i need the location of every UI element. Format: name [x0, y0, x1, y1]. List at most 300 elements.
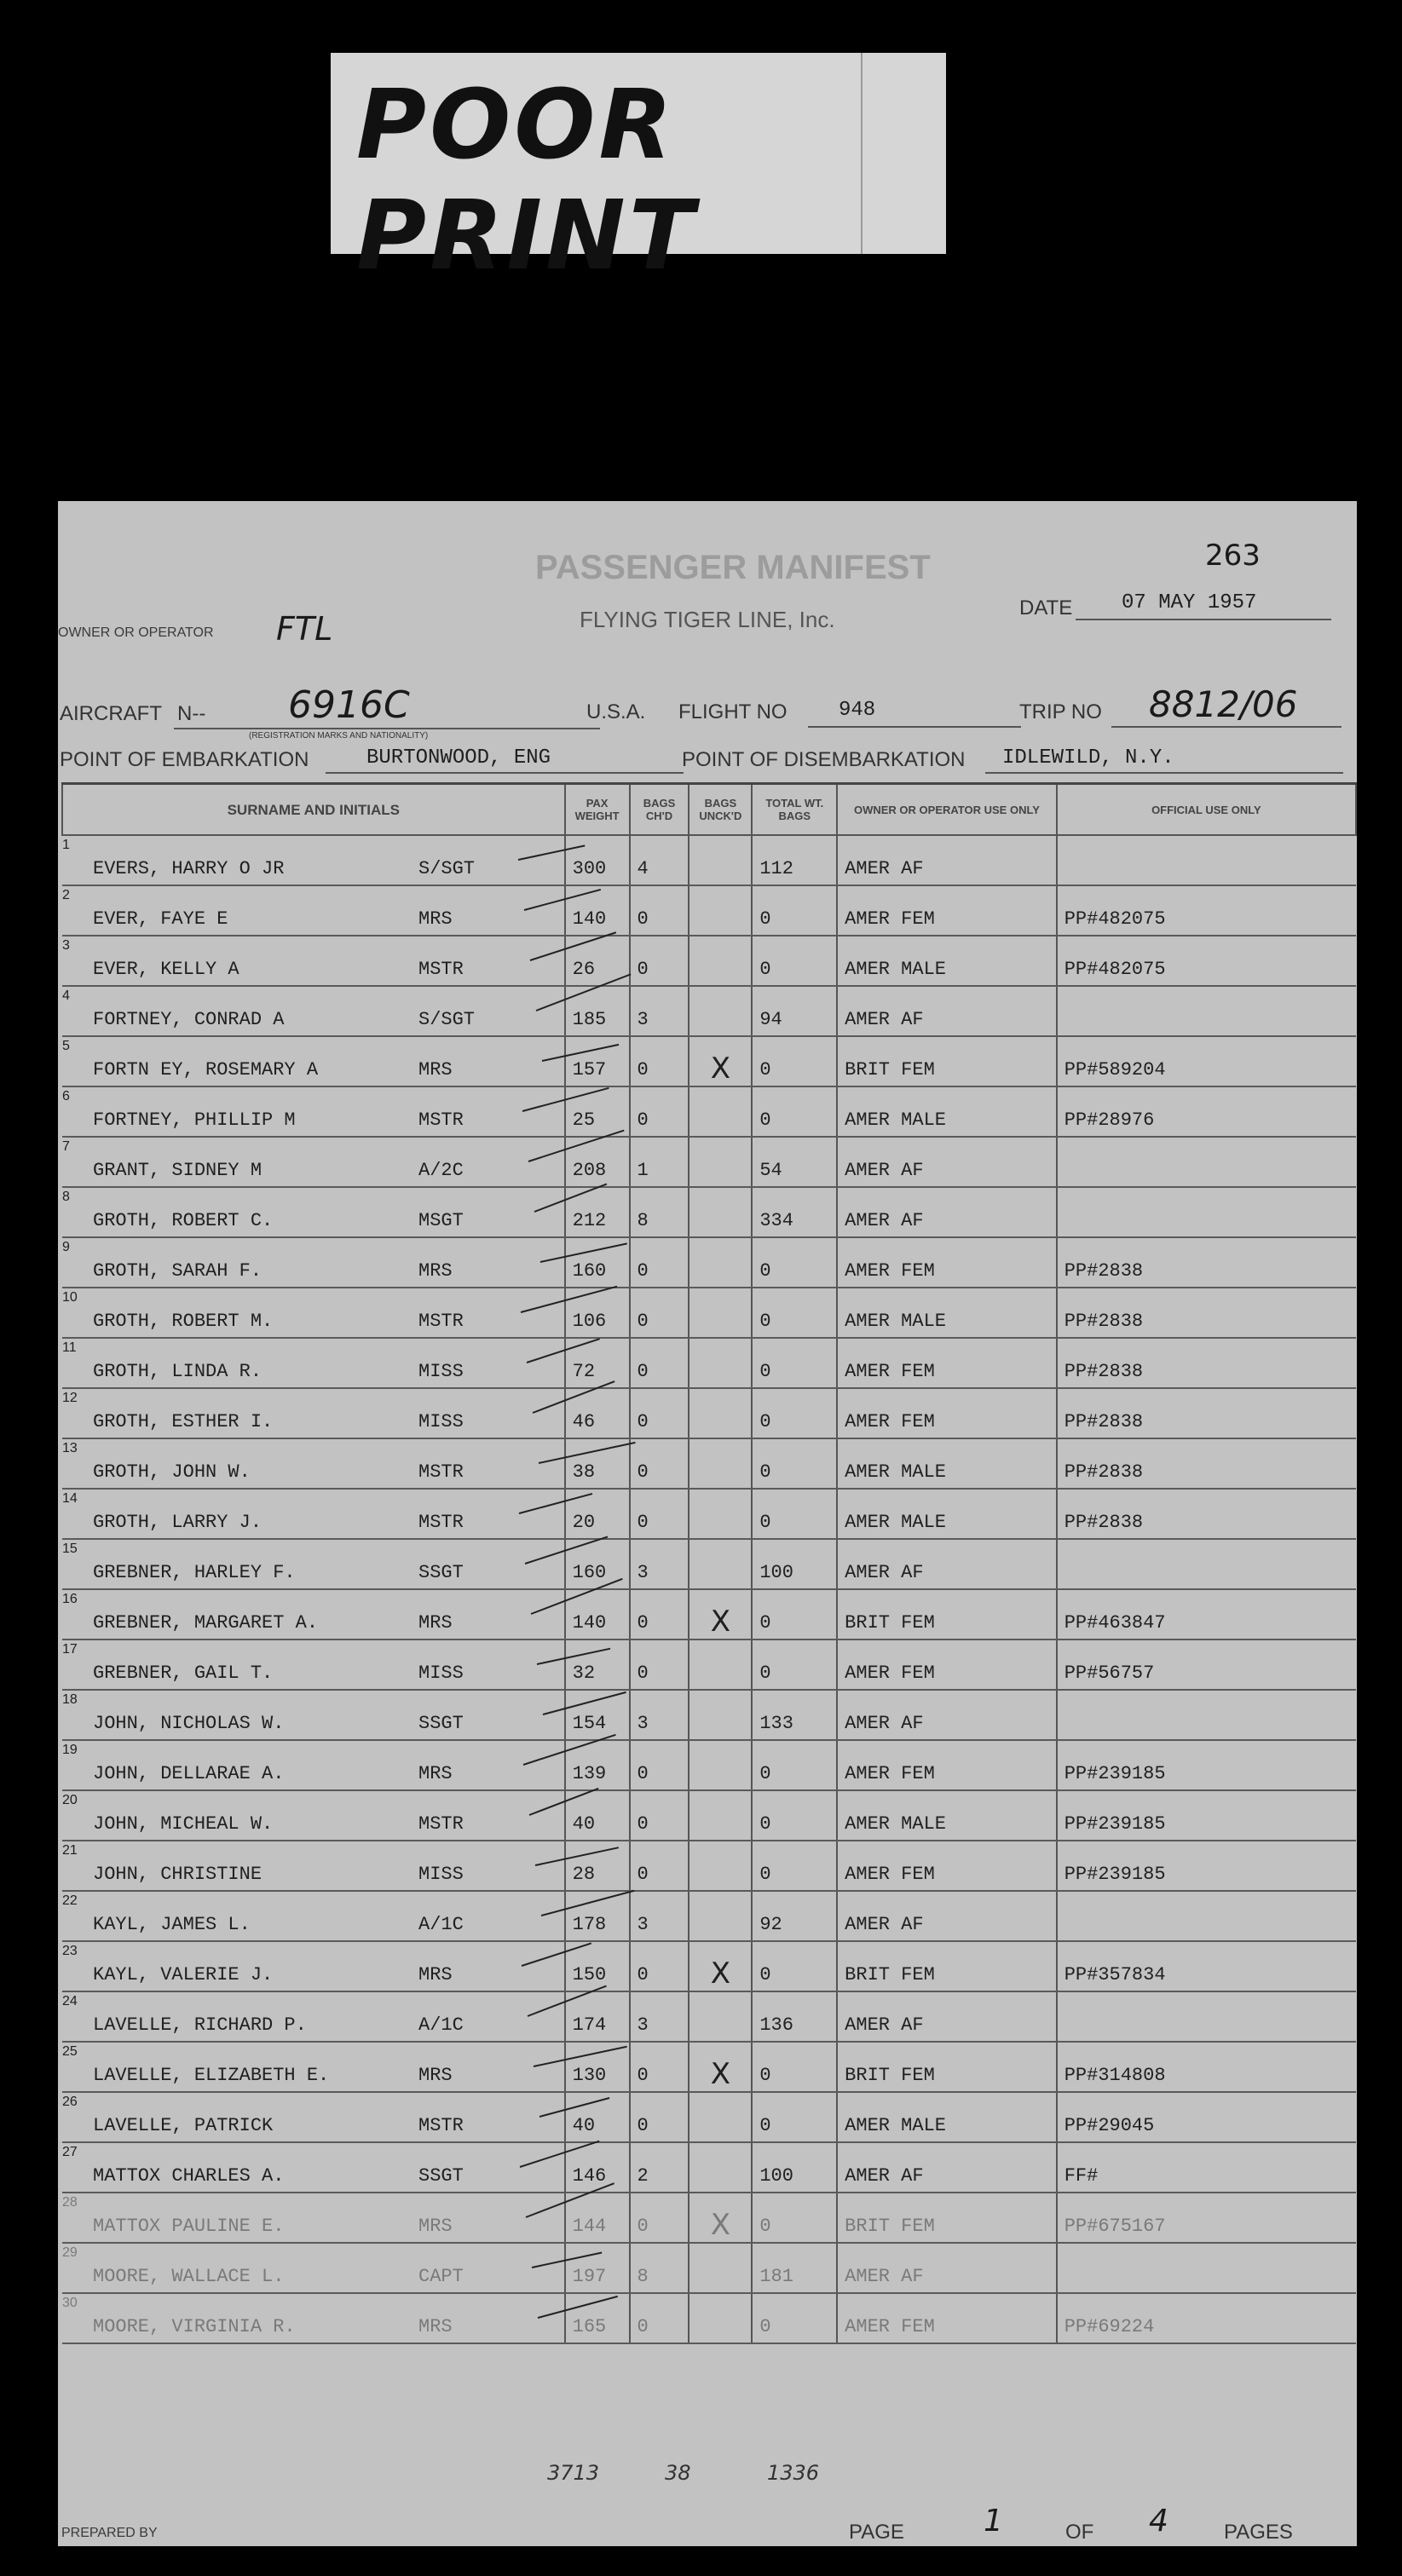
bags-unchecked-mark-cell: [689, 1790, 752, 1841]
owner-use: AMER FEM: [845, 1361, 935, 1382]
bags-checked-cell: [630, 835, 689, 885]
bags-checked-cell: [630, 1036, 689, 1086]
total-bag-weight: 0: [759, 1311, 771, 1332]
manifest-row: [62, 2293, 1356, 2343]
bags-unchecked-mark-cell: [689, 2092, 752, 2142]
total-bag-weight: 0: [759, 2216, 771, 2237]
official-use-cell: [1057, 885, 1356, 936]
passenger-cell: [62, 1137, 565, 1187]
owner-use: AMER AF: [845, 2165, 924, 2187]
manifest-row: [62, 986, 1356, 1036]
bags-checked: 1: [637, 1160, 649, 1181]
passenger-cell: [62, 1036, 565, 1086]
carrier-name: FLYING TIGER LINE, Inc.: [580, 607, 835, 632]
owner-use-cell: [837, 2042, 1057, 2092]
total-bag-weight: 0: [759, 1813, 771, 1835]
pax-weight: 40: [572, 1813, 596, 1835]
passenger-cell: [62, 885, 565, 936]
total-bag-weight-cell: [752, 1589, 837, 1640]
total-bag-weight: 0: [759, 1059, 771, 1081]
bags-checked-cell: [630, 1237, 689, 1288]
official-use-cell: [1057, 1237, 1356, 1288]
bags-unchecked-mark-cell: [689, 835, 752, 885]
passenger-cell: [62, 2142, 565, 2193]
official-use: PP#239185: [1064, 1763, 1166, 1784]
official-use-cell: [1057, 1891, 1356, 1941]
passenger-name: GREBNER, HARLEY F.: [93, 1562, 296, 1583]
official-use: PP#675167: [1064, 2216, 1166, 2237]
bags-unchecked-mark-cell: [689, 1137, 752, 1187]
total-bag-weight: 94: [759, 1009, 782, 1030]
pax-weight-cell: [565, 1841, 630, 1891]
row-number: 12: [62, 1391, 78, 1405]
flight-no-label: FLIGHT NO: [678, 700, 788, 723]
pax-weight-cell: [565, 1489, 630, 1539]
total-bag-weight-cell: [752, 2092, 837, 2142]
row-number: 29: [62, 2245, 78, 2260]
total-bag-weight: 0: [759, 959, 771, 980]
owner-use-cell: [837, 1841, 1057, 1891]
manifest-row: [62, 1690, 1356, 1740]
pax-weight: 197: [572, 2266, 607, 2287]
passenger-cell: [62, 1690, 565, 1740]
total-bag-weight: 0: [759, 908, 771, 930]
bags-checked: 0: [637, 1663, 649, 1684]
official-use: PP#28976: [1064, 1109, 1155, 1131]
total-bag-weight: 0: [759, 1109, 771, 1131]
bags-unchecked-mark-cell: [689, 1891, 752, 1941]
pax-weight-cell: [565, 1036, 630, 1086]
bags-checked-cell: [630, 885, 689, 936]
owner-use-cell: [837, 1891, 1057, 1941]
owner-use: AMER MALE: [845, 1461, 946, 1483]
pax-weight-cell: [565, 2193, 630, 2243]
bags-checked: 0: [637, 1813, 649, 1835]
passenger-cell: [62, 986, 565, 1036]
owner-use-cell: [837, 936, 1057, 986]
passenger-cell: [62, 1640, 565, 1690]
pax-weight: 139: [572, 1763, 607, 1784]
passenger-cell: [62, 1288, 565, 1338]
passenger-cell: [62, 1740, 565, 1790]
owner-use-cell: [837, 1137, 1057, 1187]
bags-checked: 0: [637, 2316, 649, 2337]
col-unck-header: BAGS UNCK'D: [689, 784, 752, 836]
owner-use: AMER MALE: [845, 1109, 946, 1131]
row-number: 20: [62, 1793, 78, 1807]
poor-print-label: [331, 53, 946, 291]
row-number: 17: [62, 1642, 78, 1657]
official-use: PP#314808: [1064, 2065, 1166, 2086]
total-bag-weight: 0: [759, 1763, 771, 1784]
passenger-name: LAVELLE, ELIZABETH E.: [93, 2065, 330, 2086]
pax-weight: 146: [572, 2165, 607, 2187]
official-use: [1058, 2036, 1356, 2041]
owner-use-cell: [837, 1036, 1057, 1086]
manifest-row: [62, 1740, 1356, 1790]
owner-use: AMER AF: [845, 2014, 924, 2036]
row-number: 28: [62, 2195, 78, 2210]
pax-weight: 144: [572, 2216, 607, 2237]
official-use: PP#357834: [1064, 1964, 1166, 1985]
passenger-title: MISS: [418, 1864, 464, 1885]
manifest-row: [62, 1941, 1356, 1991]
pax-weight: 165: [572, 2316, 607, 2337]
owner-use: AMER AF: [845, 1914, 924, 1935]
embarkation-label: POINT OF EMBARKATION: [60, 748, 309, 771]
official-use-cell: [1057, 1841, 1356, 1891]
bags-unchecked-mark-cell: [689, 1841, 752, 1891]
passenger-title: MISS: [418, 1361, 464, 1382]
passenger-name: KAYL, JAMES L.: [93, 1914, 251, 1935]
total-bag-weight-cell: [752, 1991, 837, 2042]
pax-weight: 40: [572, 2115, 596, 2136]
bags-checked: 3: [637, 1562, 649, 1583]
bags-unchecked-mark: X: [710, 1052, 731, 1086]
total-bag-weight: 0: [759, 2065, 771, 2086]
official-use: PP#2838: [1064, 1311, 1144, 1332]
bags-checked: 0: [637, 1763, 649, 1784]
bags-unchecked-mark-cell: [689, 2042, 752, 2092]
pax-weight: 140: [572, 908, 607, 930]
pax-weight: 160: [572, 1562, 607, 1583]
row-number: 7: [62, 1139, 70, 1154]
passenger-title: MSTR: [418, 1813, 464, 1835]
total-bag-weight-cell: [752, 1137, 837, 1187]
official-use: PP#2838: [1064, 1361, 1144, 1382]
bags-unchecked-mark-cell: [689, 2293, 752, 2343]
row-number: 18: [62, 1692, 78, 1707]
page-value: 1: [984, 2504, 1003, 2539]
bags-checked-cell: [630, 2142, 689, 2193]
bags-unchecked-mark-cell: [689, 2142, 752, 2193]
col-owner-header: OWNER OR OPERATOR USE ONLY: [837, 784, 1057, 836]
owner-operator-label: OWNER OR OPERATOR: [58, 625, 214, 640]
official-use: PP#2838: [1064, 1260, 1144, 1282]
official-use-cell: [1057, 1740, 1356, 1790]
row-number: 22: [62, 1893, 78, 1908]
owner-use: AMER AF: [845, 1562, 924, 1583]
official-use: [1058, 879, 1356, 885]
aircraft-label: AIRCRAFT: [60, 702, 162, 725]
pax-weight: 38: [572, 1461, 596, 1483]
owner-use-cell: [837, 2193, 1057, 2243]
bags-checked: 0: [637, 2216, 649, 2237]
bags-checked: 0: [637, 1612, 649, 1634]
manifest-row: [62, 1237, 1356, 1288]
row-number: 5: [62, 1039, 70, 1053]
manifest-row: [62, 1891, 1356, 1941]
total-bag-weight-cell: [752, 1690, 837, 1740]
bags-checked: 0: [637, 1512, 649, 1533]
pax-weight: 25: [572, 1109, 596, 1131]
official-use-cell: [1057, 2193, 1356, 2243]
bags-checked: 8: [637, 1210, 649, 1231]
official-use: [1058, 1231, 1356, 1236]
passenger-name: LAVELLE, PATRICK: [93, 2115, 274, 2136]
manifest-row: [62, 1137, 1356, 1187]
total-bag-weight: 54: [759, 1160, 782, 1181]
pax-weight-cell: [565, 986, 630, 1036]
passenger-cell: [62, 1841, 565, 1891]
official-use: PP#69224: [1064, 2316, 1155, 2337]
bags-unchecked-mark-cell: [689, 1187, 752, 1237]
pax-weight: 72: [572, 1361, 596, 1382]
owner-use-cell: [837, 1237, 1057, 1288]
total-bag-weight-cell: [752, 1086, 837, 1137]
bags-unchecked-mark-cell: [689, 1086, 752, 1137]
official-use-cell: [1057, 1589, 1356, 1640]
manifest-row: [62, 1539, 1356, 1589]
bags-unchecked-mark-cell: [689, 1740, 752, 1790]
trip-no-label: TRIP NO: [1019, 700, 1102, 723]
pax-weight: 157: [572, 1059, 607, 1081]
passenger-manifest-sheet: [58, 501, 1357, 2546]
pax-weight-cell: [565, 1086, 630, 1137]
row-number: 23: [62, 1944, 78, 1958]
manifest-row: [62, 1489, 1356, 1539]
total-bag-weight: 0: [759, 1612, 771, 1634]
passenger-cell: [62, 936, 565, 986]
bags-checked: 0: [637, 908, 649, 930]
official-use-cell: [1057, 1036, 1356, 1086]
owner-use-cell: [837, 1690, 1057, 1740]
total-bag-weight: 0: [759, 1361, 771, 1382]
official-use: PP#482075: [1064, 959, 1166, 980]
passenger-title: MSGT: [418, 1210, 464, 1231]
bags-checked-cell: [630, 1891, 689, 1941]
owner-use: AMER FEM: [845, 1864, 935, 1885]
date-label: DATE: [1019, 596, 1073, 620]
total-bag-weight-cell: [752, 1941, 837, 1991]
date-value: 07 MAY 1957: [1122, 591, 1257, 614]
manifest-row: [62, 835, 1356, 885]
pax-weight: 26: [572, 959, 596, 980]
total-bag-weight-cell: [752, 936, 837, 986]
pax-weight: 212: [572, 1210, 607, 1231]
passenger-cell: [62, 1086, 565, 1137]
page-label: PAGE: [849, 2521, 904, 2544]
total-bag-weight-cell: [752, 1740, 837, 1790]
official-use: PP#2838: [1064, 1461, 1144, 1483]
owner-use: AMER FEM: [845, 2316, 935, 2337]
bags-unchecked-mark-cell: [689, 1338, 752, 1388]
official-use: [1058, 1030, 1356, 1035]
bags-checked: 0: [637, 1411, 649, 1432]
official-use-cell: [1057, 835, 1356, 885]
official-use: PP#239185: [1064, 1813, 1166, 1835]
bags-unchecked-mark-cell: [689, 2243, 752, 2293]
owner-use: BRIT FEM: [845, 2216, 935, 2237]
manifest-row: [62, 1388, 1356, 1438]
pax-weight: 20: [572, 1512, 596, 1533]
aircraft-prefix: N--: [177, 702, 206, 725]
official-use-cell: [1057, 1790, 1356, 1841]
passenger-name: GROTH, ESTHER I.: [93, 1411, 274, 1432]
bags-checked: 0: [637, 959, 649, 980]
total-bag-weight: 92: [759, 1914, 782, 1935]
passenger-title: S/SGT: [418, 858, 476, 879]
official-use-cell: [1057, 986, 1356, 1036]
manifest-row: [62, 1288, 1356, 1338]
passenger-name: GROTH, JOHN W.: [93, 1461, 251, 1483]
bags-unchecked-mark-cell: [689, 1539, 752, 1589]
official-use-cell: [1057, 1941, 1356, 1991]
disembarkation-value: IDLEWILD, N.Y.: [1002, 746, 1174, 769]
bags-unchecked-mark-cell: [689, 1438, 752, 1489]
row-number: 13: [62, 1441, 78, 1455]
passenger-cell: [62, 1237, 565, 1288]
manifest-row: [62, 1640, 1356, 1690]
row-number: 19: [62, 1743, 78, 1757]
owner-use: AMER FEM: [845, 1663, 935, 1684]
official-use: PP#29045: [1064, 2115, 1155, 2136]
bags-checked-cell: [630, 1991, 689, 2042]
passenger-title: MRS: [418, 2216, 453, 2237]
pax-weight-cell: [565, 1690, 630, 1740]
passenger-title: MRS: [418, 908, 453, 930]
passenger-name: EVER, FAYE E: [93, 908, 228, 930]
owner-use: AMER MALE: [845, 1813, 946, 1835]
row-number: 2: [62, 888, 70, 902]
owner-use: AMER FEM: [845, 1411, 935, 1432]
prepared-by-label: PREPARED BY: [61, 2526, 158, 2540]
total-bag-weight-cell: [752, 2243, 837, 2293]
owner-use-cell: [837, 1086, 1057, 1137]
total-pax-weight: 3713: [547, 2461, 600, 2485]
owner-use: AMER AF: [845, 858, 924, 879]
pax-weight: 150: [572, 1964, 607, 1985]
owner-use-cell: [837, 1388, 1057, 1438]
official-use: PP#239185: [1064, 1864, 1166, 1885]
total-bag-weight: 181: [759, 2266, 793, 2287]
bags-unchecked-mark-cell: [689, 1941, 752, 1991]
bags-checked: 3: [637, 1713, 649, 1734]
official-use-cell: [1057, 1187, 1356, 1237]
embarkation-underline: [326, 772, 684, 774]
passenger-cell: [62, 2092, 565, 2142]
bags-checked-cell: [630, 986, 689, 1036]
passenger-cell: [62, 2243, 565, 2293]
passenger-name: GROTH, ROBERT C.: [93, 1210, 274, 1231]
bags-checked: 0: [637, 1461, 649, 1483]
row-number: 24: [62, 1994, 78, 2008]
total-bag-weight: 0: [759, 1461, 771, 1483]
owner-use: AMER AF: [845, 1009, 924, 1030]
pax-weight: 32: [572, 1663, 596, 1684]
row-number: 3: [62, 938, 70, 953]
manifest-row: [62, 1991, 1356, 2042]
bags-checked-cell: [630, 2092, 689, 2142]
flight-underline: [808, 726, 1021, 728]
bags-checked-cell: [630, 1690, 689, 1740]
passenger-title: A/1C: [418, 1914, 464, 1935]
owner-use: AMER AF: [845, 1160, 924, 1181]
pax-weight-cell: [565, 2243, 630, 2293]
manifest-row: [62, 1841, 1356, 1891]
pax-weight-cell: [565, 1137, 630, 1187]
bags-unchecked-mark-cell: [689, 986, 752, 1036]
official-use-cell: [1057, 936, 1356, 986]
row-number: 10: [62, 1290, 78, 1305]
official-use-cell: [1057, 1640, 1356, 1690]
pax-weight-cell: [565, 1640, 630, 1690]
owner-use-cell: [837, 835, 1057, 885]
official-use-cell: [1057, 2293, 1356, 2343]
row-number: 14: [62, 1491, 78, 1506]
total-bag-weight-cell: [752, 1891, 837, 1941]
row-number: 8: [62, 1190, 70, 1204]
bags-unchecked-mark-cell: [689, 1640, 752, 1690]
passenger-name: FORTNEY, PHILLIP M: [93, 1109, 296, 1131]
manifest-row: [62, 1338, 1356, 1388]
passenger-name: GROTH, LINDA R.: [93, 1361, 263, 1382]
passenger-name: EVER, KELLY A: [93, 959, 239, 980]
bags-checked: 0: [637, 1260, 649, 1282]
bags-checked-cell: [630, 936, 689, 986]
passenger-title: MRS: [418, 1260, 453, 1282]
row-number: 6: [62, 1089, 70, 1104]
total-bags: 38: [665, 2461, 691, 2485]
owner-use-cell: [837, 2293, 1057, 2343]
owner-use-cell: [837, 1640, 1057, 1690]
official-use-cell: [1057, 1438, 1356, 1489]
total-bag-weight-cell: [752, 1338, 837, 1388]
bags-checked-cell: [630, 2193, 689, 2243]
bags-checked: 2: [637, 2165, 649, 2187]
bags-checked: 0: [637, 1864, 649, 1885]
date-underline: [1076, 619, 1331, 620]
manifest-row: [62, 1036, 1356, 1086]
total-bag-weight: 133: [759, 1713, 793, 1734]
official-use-cell: [1057, 1086, 1356, 1137]
passenger-cell: [62, 2042, 565, 2092]
passenger-cell: [62, 1338, 565, 1388]
passenger-cell: [62, 2293, 565, 2343]
passenger-name: FORTNEY, CONRAD A: [93, 1009, 285, 1030]
bags-unchecked-mark-cell: [689, 1036, 752, 1086]
col-official-header: OFFICIAL USE ONLY: [1057, 784, 1356, 836]
disembarkation-label: POINT OF DISEMBARKATION: [682, 748, 966, 771]
bags-checked: 3: [637, 1009, 649, 1030]
owner-use: BRIT FEM: [845, 1612, 935, 1634]
passenger-cell: [62, 1388, 565, 1438]
total-bag-weight: 334: [759, 1210, 793, 1231]
passenger-title: SSGT: [418, 1562, 464, 1583]
official-use: [1058, 1181, 1356, 1186]
total-bag-weight-cell: [752, 2042, 837, 2092]
trip-underline: [1111, 726, 1341, 728]
owner-use: AMER MALE: [845, 1512, 946, 1533]
owner-use-cell: [837, 1991, 1057, 2042]
manifest-row: [62, 2193, 1356, 2243]
usa-label: U.S.A.: [586, 700, 646, 723]
passenger-name: GREBNER, GAIL T.: [93, 1663, 274, 1684]
total-bag-weight-cell: [752, 1790, 837, 1841]
bags-checked-cell: [630, 1740, 689, 1790]
registration-note: (REGISTRATION MARKS AND NATIONALITY): [249, 731, 429, 741]
owner-use-cell: [837, 986, 1057, 1036]
bags-checked-cell: [630, 1338, 689, 1388]
passenger-name: GROTH, SARAH F.: [93, 1260, 263, 1282]
pax-weight-cell: [565, 835, 630, 885]
manifest-row: [62, 1086, 1356, 1137]
passenger-title: A/1C: [418, 2014, 464, 2036]
bags-checked: 8: [637, 2266, 649, 2287]
passenger-name: JOHN, NICHOLAS W.: [93, 1713, 285, 1734]
official-use: PP#2838: [1064, 1512, 1144, 1533]
total-bag-weight-cell: [752, 1187, 837, 1237]
